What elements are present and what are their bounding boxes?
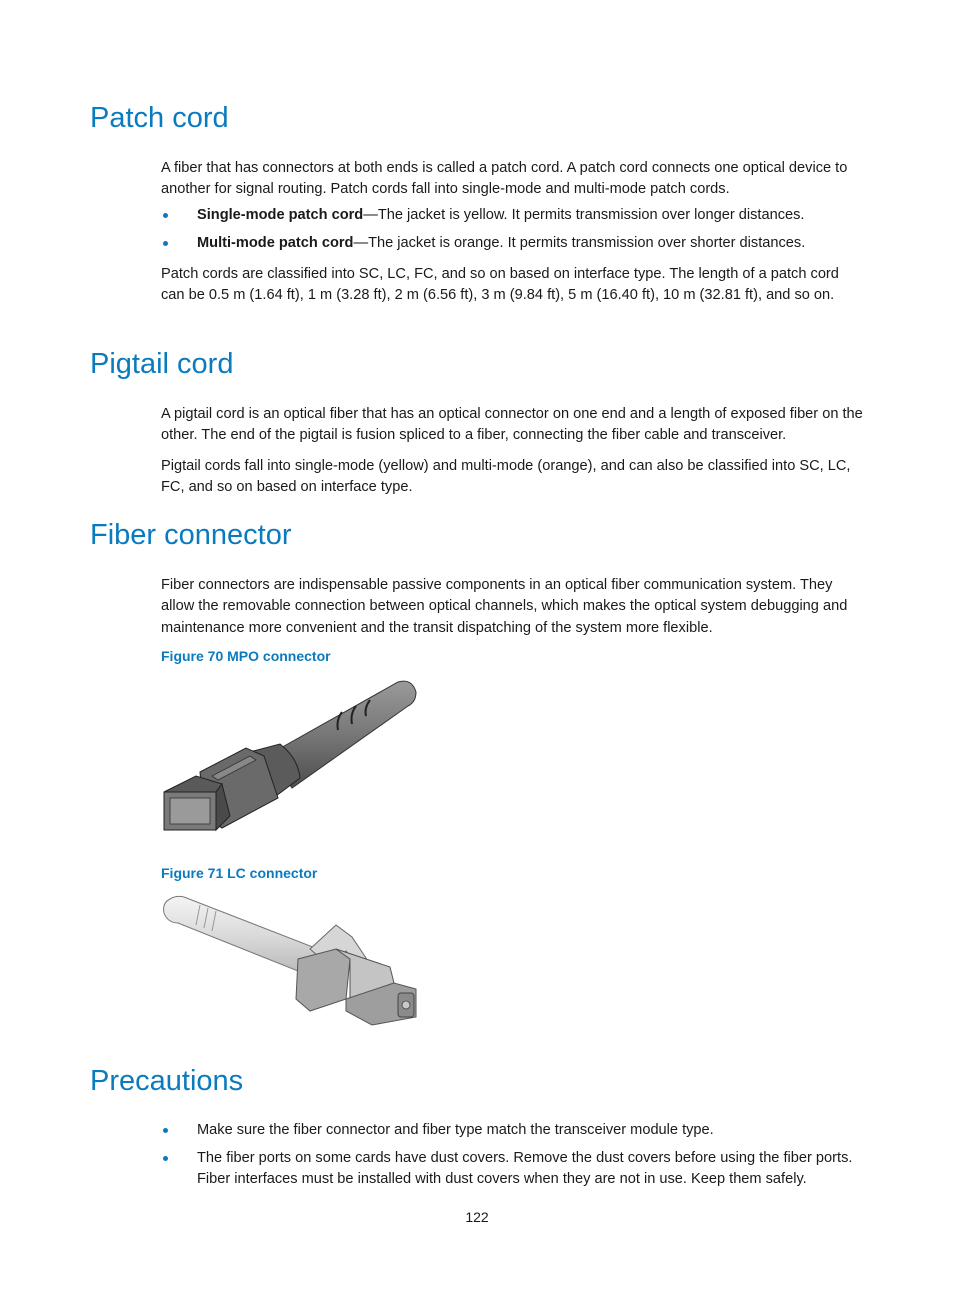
list-item-term: Multi-mode patch cord [197, 235, 354, 251]
bullet-icon [163, 1156, 168, 1161]
list-item-text: Make sure the fiber connector and fiber type match the transceiver module type. [197, 1122, 714, 1138]
heading-pigtail-cord: Pigtail cord [90, 348, 234, 380]
pigtail-para-1: A pigtail cord is an optical fiber that has an optical connector on one end and a length of exposed fiber on the other. The end of the pigtail is fusion spliced to a fiber, connecting the fiber cable and transceiver. [161, 406, 863, 444]
list-item [161, 233, 865, 254]
heading-patch-cord: Patch cord [90, 102, 229, 134]
list-item-text: The fiber ports on some cards have dust covers. Remove the dust covers before using the fiber ports. Fiber interfaces must be installed with dust covers when they are not in use. Keep them safely. [197, 1150, 853, 1188]
bullet-icon [163, 213, 168, 218]
list-item-text: —The jacket is yellow. It permits transmission over longer distances. [363, 207, 805, 223]
patch-cord-intro: A fiber that has connectors at both ends is called a patch cord. A patch cord connects one optical device to another for signal routing. Patch cords fall into single-mode and multi-mode patch cords. [161, 160, 848, 198]
page-number: 122 [465, 1209, 489, 1225]
heading-precautions: Precautions [90, 1065, 244, 1097]
fiber-connector-para: Fiber connectors are indispensable passive components in an optical fiber communication system. They allow the removable connection between optical channels, which makes the optical system debugging and maintenance more convenient and the transit dispatching of the system more flexible. [161, 577, 848, 636]
heading-fiber-connector: Fiber connector [90, 519, 292, 551]
figure-71-caption: Figure 71 LC connector [161, 865, 318, 881]
bullet-icon [163, 241, 168, 246]
list-item [161, 1148, 865, 1191]
list-item [161, 205, 865, 226]
list-item [161, 1120, 865, 1141]
lc-connector-figure [160, 893, 425, 1028]
mpo-connector-figure [160, 676, 420, 836]
pigtail-para-2: Pigtail cords fall into single-mode (yellow) and multi-mode (orange), and can also be classified into SC, LC, FC, and so on based on interface type. [161, 458, 851, 496]
figure-70-caption: Figure 70 MPO connector [161, 648, 331, 664]
list-item-term: Single-mode patch cord [197, 207, 364, 223]
patch-cord-body: Patch cords are classified into SC, LC, FC, and so on based on interface type. The length of a patch cord can be 0.5 m (1.64 ft), 1 m (3.28 ft), 2 m (6.56 ft), 3 m (9.84 ft), 5 m (16.40 ft), 10 m (32.81 ft), and so on. [161, 266, 839, 304]
list-item-text: —The jacket is orange. It permits transmission over shorter distances. [353, 235, 806, 251]
bullet-icon [163, 1128, 168, 1133]
